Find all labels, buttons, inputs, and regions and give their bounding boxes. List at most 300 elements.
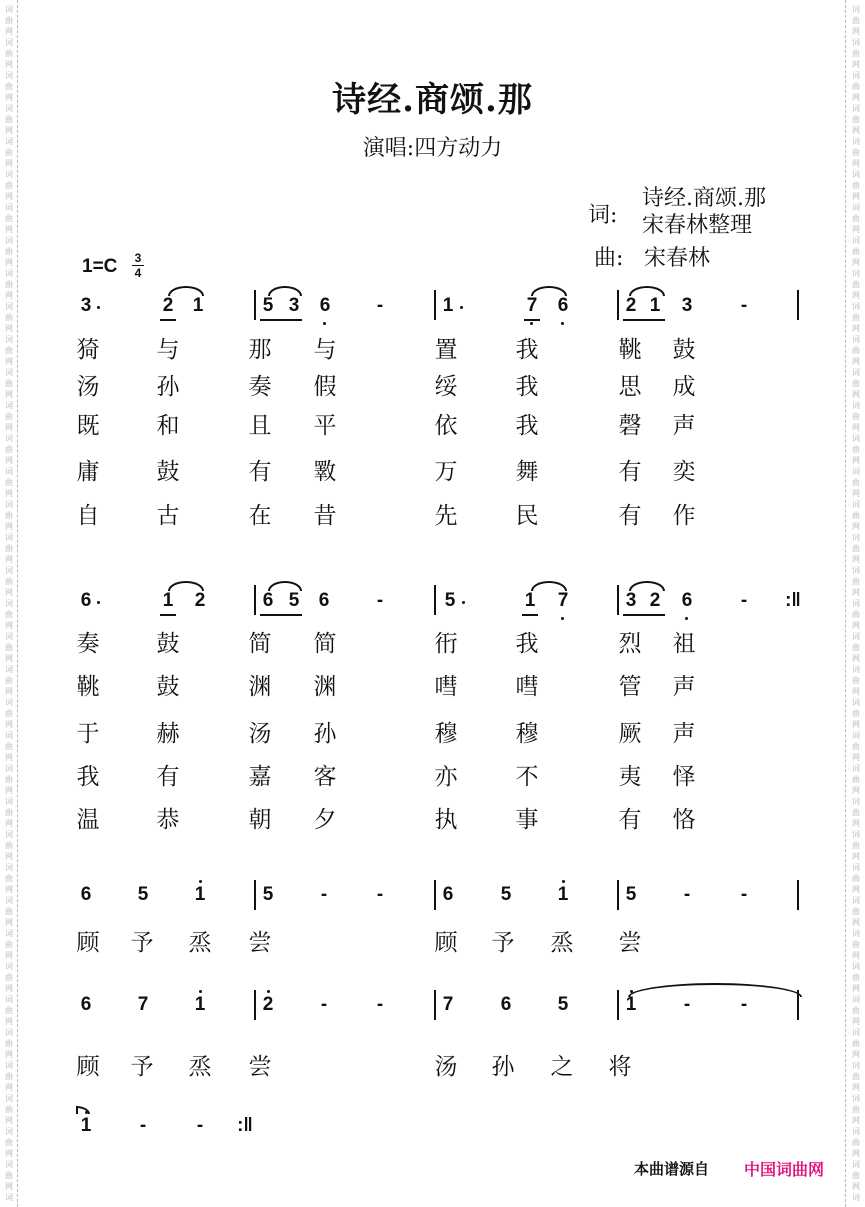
watermark-char: 曲 (5, 115, 13, 124)
watermark-char: 网 (852, 1083, 860, 1092)
lyric: 汤 (434, 1054, 458, 1080)
note: 2 (262, 994, 274, 1015)
lyric: 予 (130, 930, 154, 956)
lyric: 猗 (76, 337, 100, 363)
watermark-char: 词 (5, 302, 13, 311)
watermark-char: 网 (5, 720, 13, 729)
watermark-char: 曲 (5, 940, 13, 949)
lyric: 声 (672, 674, 696, 700)
watermark-char: 网 (5, 93, 13, 102)
note: 6 (442, 884, 454, 905)
watermark-char: 曲 (5, 907, 13, 916)
watermark-char: 曲 (5, 775, 13, 784)
watermark-char: 曲 (852, 214, 860, 223)
watermark-char: 曲 (852, 940, 860, 949)
beam (524, 319, 540, 321)
watermark-char: 词 (5, 830, 13, 839)
watermark-char: 网 (852, 159, 860, 168)
note: 5 (262, 295, 274, 316)
watermark-char: 词 (5, 1028, 13, 1037)
barline (254, 290, 256, 320)
watermark-char: 网 (5, 291, 13, 300)
watermark-char: 词 (5, 104, 13, 113)
watermark-char: 曲 (852, 874, 860, 883)
watermark-char: 网 (852, 621, 860, 630)
watermark-char: 词 (5, 1193, 13, 1202)
watermark-char: 曲 (5, 1072, 13, 1081)
lyric: 作 (672, 503, 696, 529)
watermark-char: 词 (852, 137, 860, 146)
beam (160, 614, 176, 616)
dot (562, 880, 565, 883)
watermark-char: 网 (852, 786, 860, 795)
watermark-char: 词 (5, 896, 13, 905)
watermark-char: 词 (5, 170, 13, 179)
watermark-char: 网 (852, 225, 860, 234)
watermark-char: 网 (852, 489, 860, 498)
watermark-char: 曲 (5, 247, 13, 256)
watermark-char: 词 (5, 929, 13, 938)
lyric: 平 (313, 413, 337, 439)
slur (531, 581, 567, 591)
watermark-char: 曲 (5, 214, 13, 223)
watermark-char: 曲 (852, 1072, 860, 1081)
watermark-char: 网 (5, 918, 13, 927)
lyricist-line-1: 诗经.商颂.那 (642, 186, 766, 211)
lyric: 鼓 (156, 674, 180, 700)
watermark-char: 曲 (852, 1171, 860, 1180)
note: 7 (526, 295, 538, 316)
watermark-char: 词 (852, 797, 860, 806)
lyric: 且 (248, 413, 272, 439)
watermark-char: 词 (852, 170, 860, 179)
watermark-char: 曲 (852, 445, 860, 454)
lyric: 嘒 (515, 674, 539, 700)
lyric: 顾 (76, 1054, 100, 1080)
dash: - (740, 994, 748, 1015)
watermark-char: 网 (5, 225, 13, 234)
watermark-char: 词 (5, 764, 13, 773)
barline (254, 585, 256, 615)
barline (254, 990, 256, 1020)
watermark-char: 曲 (5, 412, 13, 421)
watermark-char: 网 (5, 1050, 13, 1059)
watermark-char: 网 (5, 1182, 13, 1191)
watermark-char: 词 (5, 566, 13, 575)
watermark-char: 词 (5, 203, 13, 212)
note: 6 (262, 590, 274, 611)
lyric: 尝 (248, 930, 272, 956)
note: 1 (194, 884, 206, 905)
dot (462, 601, 465, 604)
lyric: 嘒 (434, 674, 458, 700)
lyric: 庸 (76, 459, 100, 485)
note: 2 (625, 295, 637, 316)
note: 7 (137, 994, 149, 1015)
barline (617, 880, 619, 910)
lyric: 不 (515, 764, 539, 790)
composer-name: 宋春林 (644, 246, 711, 271)
watermark-char: 网 (852, 1050, 860, 1059)
dash: - (196, 1115, 204, 1136)
watermark-char: 曲 (5, 379, 13, 388)
watermark-char: 网 (852, 1017, 860, 1026)
barline (617, 990, 619, 1020)
watermark-char: 曲 (852, 82, 860, 91)
watermark-char: 曲 (5, 445, 13, 454)
dot (199, 880, 202, 883)
dot (85, 1111, 88, 1114)
watermark-char: 词 (852, 203, 860, 212)
lyric: 有 (618, 503, 642, 529)
watermark-char: 曲 (852, 676, 860, 685)
lyricist-line-2: 宋春林整理 (642, 213, 753, 238)
watermark-char: 词 (5, 5, 13, 14)
note: 1 (192, 295, 204, 316)
watermark-char: 词 (5, 1094, 13, 1103)
watermark-char: 曲 (5, 874, 13, 883)
dash: - (376, 295, 384, 316)
note: 3 (625, 590, 637, 611)
watermark-char: 词 (852, 731, 860, 740)
lyric: 衎 (434, 631, 458, 657)
watermark-char: 曲 (852, 412, 860, 421)
note: 5 (625, 884, 637, 905)
lyric: 和 (156, 413, 180, 439)
lyric: 事 (515, 807, 539, 833)
watermark-char: 曲 (852, 742, 860, 751)
watermark-char: 网 (5, 1116, 13, 1125)
watermark-char: 曲 (5, 1105, 13, 1114)
watermark-char: 网 (5, 621, 13, 630)
watermark-char: 词 (5, 434, 13, 443)
watermark-char: 网 (852, 1182, 860, 1191)
watermark-char: 网 (852, 984, 860, 993)
lyric: 亦 (434, 764, 458, 790)
watermark-char: 网 (852, 687, 860, 696)
lyric: 有 (156, 764, 180, 790)
watermark-char: 网 (5, 753, 13, 762)
lyric: 恭 (156, 807, 180, 833)
watermark-char: 网 (5, 1083, 13, 1092)
watermark-char: 词 (852, 302, 860, 311)
dot (630, 990, 633, 993)
lyric: 思 (618, 374, 642, 400)
lyric: 古 (156, 503, 180, 529)
dot (323, 322, 326, 325)
lyric: 夷 (618, 764, 642, 790)
watermark-char: 词 (852, 38, 860, 47)
watermark-char: 词 (852, 896, 860, 905)
watermark-char: 曲 (5, 1138, 13, 1147)
key-signature: 1=C (82, 256, 118, 277)
watermark-char: 词 (5, 467, 13, 476)
dash: - (320, 994, 328, 1015)
note: 1 (162, 590, 174, 611)
note: 2 (194, 590, 206, 611)
dot (97, 601, 100, 604)
lyric: 予 (130, 1054, 154, 1080)
watermark-char: 网 (852, 819, 860, 828)
watermark-char: 曲 (5, 973, 13, 982)
time-signature-bottom: 4 (134, 266, 142, 280)
watermark-char: 词 (5, 368, 13, 377)
watermark-char: 网 (5, 522, 13, 531)
note: 7 (442, 994, 454, 1015)
watermark-char: 词 (852, 269, 860, 278)
watermark-char: 网 (5, 786, 13, 795)
lyric: 有 (618, 459, 642, 485)
watermark-char: 曲 (852, 16, 860, 25)
watermark-char: 曲 (852, 1105, 860, 1114)
watermark-char: 网 (852, 885, 860, 894)
lyric: 温 (76, 807, 100, 833)
watermark-char: 网 (5, 258, 13, 267)
lyric: 声 (672, 413, 696, 439)
watermark-char: 词 (5, 137, 13, 146)
lyric: 烝 (550, 930, 574, 956)
watermark-char: 词 (5, 863, 13, 872)
watermark-char: 曲 (5, 16, 13, 25)
lyric: 鼓 (156, 631, 180, 657)
note: 6 (681, 590, 693, 611)
watermark-char: 词 (852, 104, 860, 113)
watermark-char: 词 (5, 500, 13, 509)
watermark-char: 曲 (852, 841, 860, 850)
watermark-char: 词 (5, 995, 13, 1004)
lyric: 予 (491, 930, 515, 956)
watermark-char: 网 (5, 324, 13, 333)
dot (97, 306, 100, 309)
dot (267, 990, 270, 993)
watermark-char: 网 (5, 1017, 13, 1026)
dot (561, 617, 564, 620)
watermark-char: 词 (852, 599, 860, 608)
beam (522, 614, 538, 616)
watermark-char: 词 (5, 236, 13, 245)
watermark-char: 曲 (5, 181, 13, 190)
watermark-char: 曲 (852, 1138, 860, 1147)
watermark-char: 词 (5, 335, 13, 344)
watermark-char: 网 (852, 258, 860, 267)
dash: - (376, 994, 384, 1015)
watermark-char: 网 (852, 423, 860, 432)
lyric: 绥 (434, 374, 458, 400)
lyric: 顾 (434, 930, 458, 956)
watermark-char: 网 (852, 93, 860, 102)
watermark-char: 网 (5, 984, 13, 993)
note: 6 (80, 994, 92, 1015)
singer-line: 演唱:四方动力 (362, 136, 503, 161)
note: 3 (288, 295, 300, 316)
watermark-char: 网 (852, 555, 860, 564)
lyric: 管 (618, 674, 642, 700)
page-title: 诗经.商颂.那 (332, 80, 533, 120)
watermark-char: 曲 (852, 346, 860, 355)
lyric: 将 (608, 1054, 632, 1080)
watermark-char: 网 (852, 852, 860, 861)
watermark-char: 曲 (5, 148, 13, 157)
dash: - (683, 884, 691, 905)
watermark-char: 曲 (852, 247, 860, 256)
dot (530, 322, 533, 325)
watermark-char: 曲 (852, 544, 860, 553)
lyric: 民 (515, 503, 539, 529)
watermark-char: 词 (5, 401, 13, 410)
watermark-char: 网 (5, 126, 13, 135)
lyric: 孙 (491, 1054, 515, 1080)
note: 7 (557, 590, 569, 611)
watermark-char: 词 (852, 500, 860, 509)
watermark-char: 词 (5, 797, 13, 806)
lyric: 穆 (515, 721, 539, 747)
watermark-char: 词 (852, 368, 860, 377)
watermark-char: 网 (852, 60, 860, 69)
lyric: 依 (434, 413, 458, 439)
watermark-char: 曲 (5, 49, 13, 58)
watermark-char: 词 (852, 929, 860, 938)
watermark-char: 词 (852, 335, 860, 344)
note: 1 (194, 994, 206, 1015)
lyric: 鼓 (156, 459, 180, 485)
lyric: 渊 (248, 674, 272, 700)
watermark-char: 词 (5, 731, 13, 740)
watermark-char: 词 (852, 1028, 860, 1037)
lyric: 奏 (248, 374, 272, 400)
watermark-char: 曲 (5, 478, 13, 487)
note: 5 (500, 884, 512, 905)
time-signature (132, 252, 144, 279)
watermark-char: 曲 (5, 676, 13, 685)
lyric: 执 (434, 807, 458, 833)
watermark-char: 网 (5, 654, 13, 663)
watermark-char: 网 (5, 588, 13, 597)
lyric: 与 (156, 337, 180, 363)
lyric: 舞 (515, 459, 539, 485)
watermark-char: 网 (852, 753, 860, 762)
note: 6 (80, 590, 92, 611)
watermark-char: 曲 (852, 643, 860, 652)
note: 1 (524, 590, 536, 611)
barline (254, 880, 256, 910)
watermark-char: 曲 (5, 346, 13, 355)
watermark-char: 词 (5, 1160, 13, 1169)
watermark-char: 词 (5, 632, 13, 641)
watermark-char: 曲 (5, 280, 13, 289)
lyric: 昔 (313, 503, 337, 529)
note: 6 (557, 295, 569, 316)
watermark-char: 曲 (5, 1039, 13, 1048)
watermark-char: 词 (5, 533, 13, 542)
watermark-char: 网 (852, 27, 860, 36)
watermark-char: 网 (852, 654, 860, 663)
lyric: 鞉 (76, 674, 100, 700)
time-signature-top: 3 (134, 251, 142, 265)
lyric: 简 (248, 631, 272, 657)
watermark-char: 曲 (852, 1039, 860, 1048)
watermark-char: 曲 (852, 49, 860, 58)
watermark-char: 曲 (5, 313, 13, 322)
watermark-char: 曲 (5, 511, 13, 520)
watermark-char: 网 (852, 357, 860, 366)
dash: - (376, 884, 384, 905)
note: 3 (80, 295, 92, 316)
note: 1 (442, 295, 454, 316)
lyric: 在 (248, 503, 272, 529)
lyric: 声 (672, 721, 696, 747)
slur (168, 286, 204, 296)
barline (797, 880, 799, 910)
watermark-char: 网 (852, 126, 860, 135)
lyric: 客 (313, 764, 337, 790)
repeat-end: :‖ (237, 1115, 253, 1136)
lyric: 孙 (313, 721, 337, 747)
dash: - (740, 295, 748, 316)
note: 6 (500, 994, 512, 1015)
watermark-char: 网 (852, 1149, 860, 1158)
watermark-char: 网 (5, 27, 13, 36)
lyric: 嘉 (248, 764, 272, 790)
lyric: 孙 (156, 374, 180, 400)
slur (268, 286, 302, 296)
lyric: 怿 (672, 764, 696, 790)
watermark-char: 网 (5, 555, 13, 564)
note: 1 (557, 884, 569, 905)
watermark-char: 曲 (852, 610, 860, 619)
watermark-char: 曲 (852, 577, 860, 586)
watermark-char: 词 (5, 698, 13, 707)
lyric: 赫 (156, 721, 180, 747)
watermark-char: 曲 (5, 643, 13, 652)
repeat-end: :‖ (785, 590, 801, 611)
lyric: 有 (618, 807, 642, 833)
site-link[interactable]: 中国词曲网 (744, 1160, 825, 1179)
note: 1 (625, 994, 637, 1015)
watermark-char: 网 (5, 390, 13, 399)
watermark-char: 曲 (852, 1006, 860, 1015)
watermark-char: 词 (5, 38, 13, 47)
dot (199, 990, 202, 993)
lyric: 成 (672, 374, 696, 400)
lyric: 奏 (76, 631, 100, 657)
lyric: 祖 (672, 631, 696, 657)
lyric: 那 (248, 337, 272, 363)
watermark-char: 曲 (852, 115, 860, 124)
lyric: 斁 (313, 459, 337, 485)
dot (561, 322, 564, 325)
watermark-char: 词 (5, 665, 13, 674)
note: 5 (557, 994, 569, 1015)
note: 5 (262, 884, 274, 905)
lyric: 渊 (313, 674, 337, 700)
lyric: 我 (76, 764, 100, 790)
watermark-char: 词 (852, 236, 860, 245)
lyric: 顾 (76, 930, 100, 956)
watermark-char: 曲 (5, 577, 13, 586)
dot (460, 306, 463, 309)
watermark-char: 词 (852, 533, 860, 542)
note: 2 (649, 590, 661, 611)
watermark-char: 网 (852, 324, 860, 333)
note: 5 (288, 590, 300, 611)
watermark-char: 曲 (852, 148, 860, 157)
beam (623, 614, 665, 616)
watermark-char: 网 (5, 423, 13, 432)
watermark-char: 网 (5, 357, 13, 366)
watermark-char: 曲 (852, 907, 860, 916)
note: 6 (319, 295, 331, 316)
watermark-char: 网 (852, 291, 860, 300)
